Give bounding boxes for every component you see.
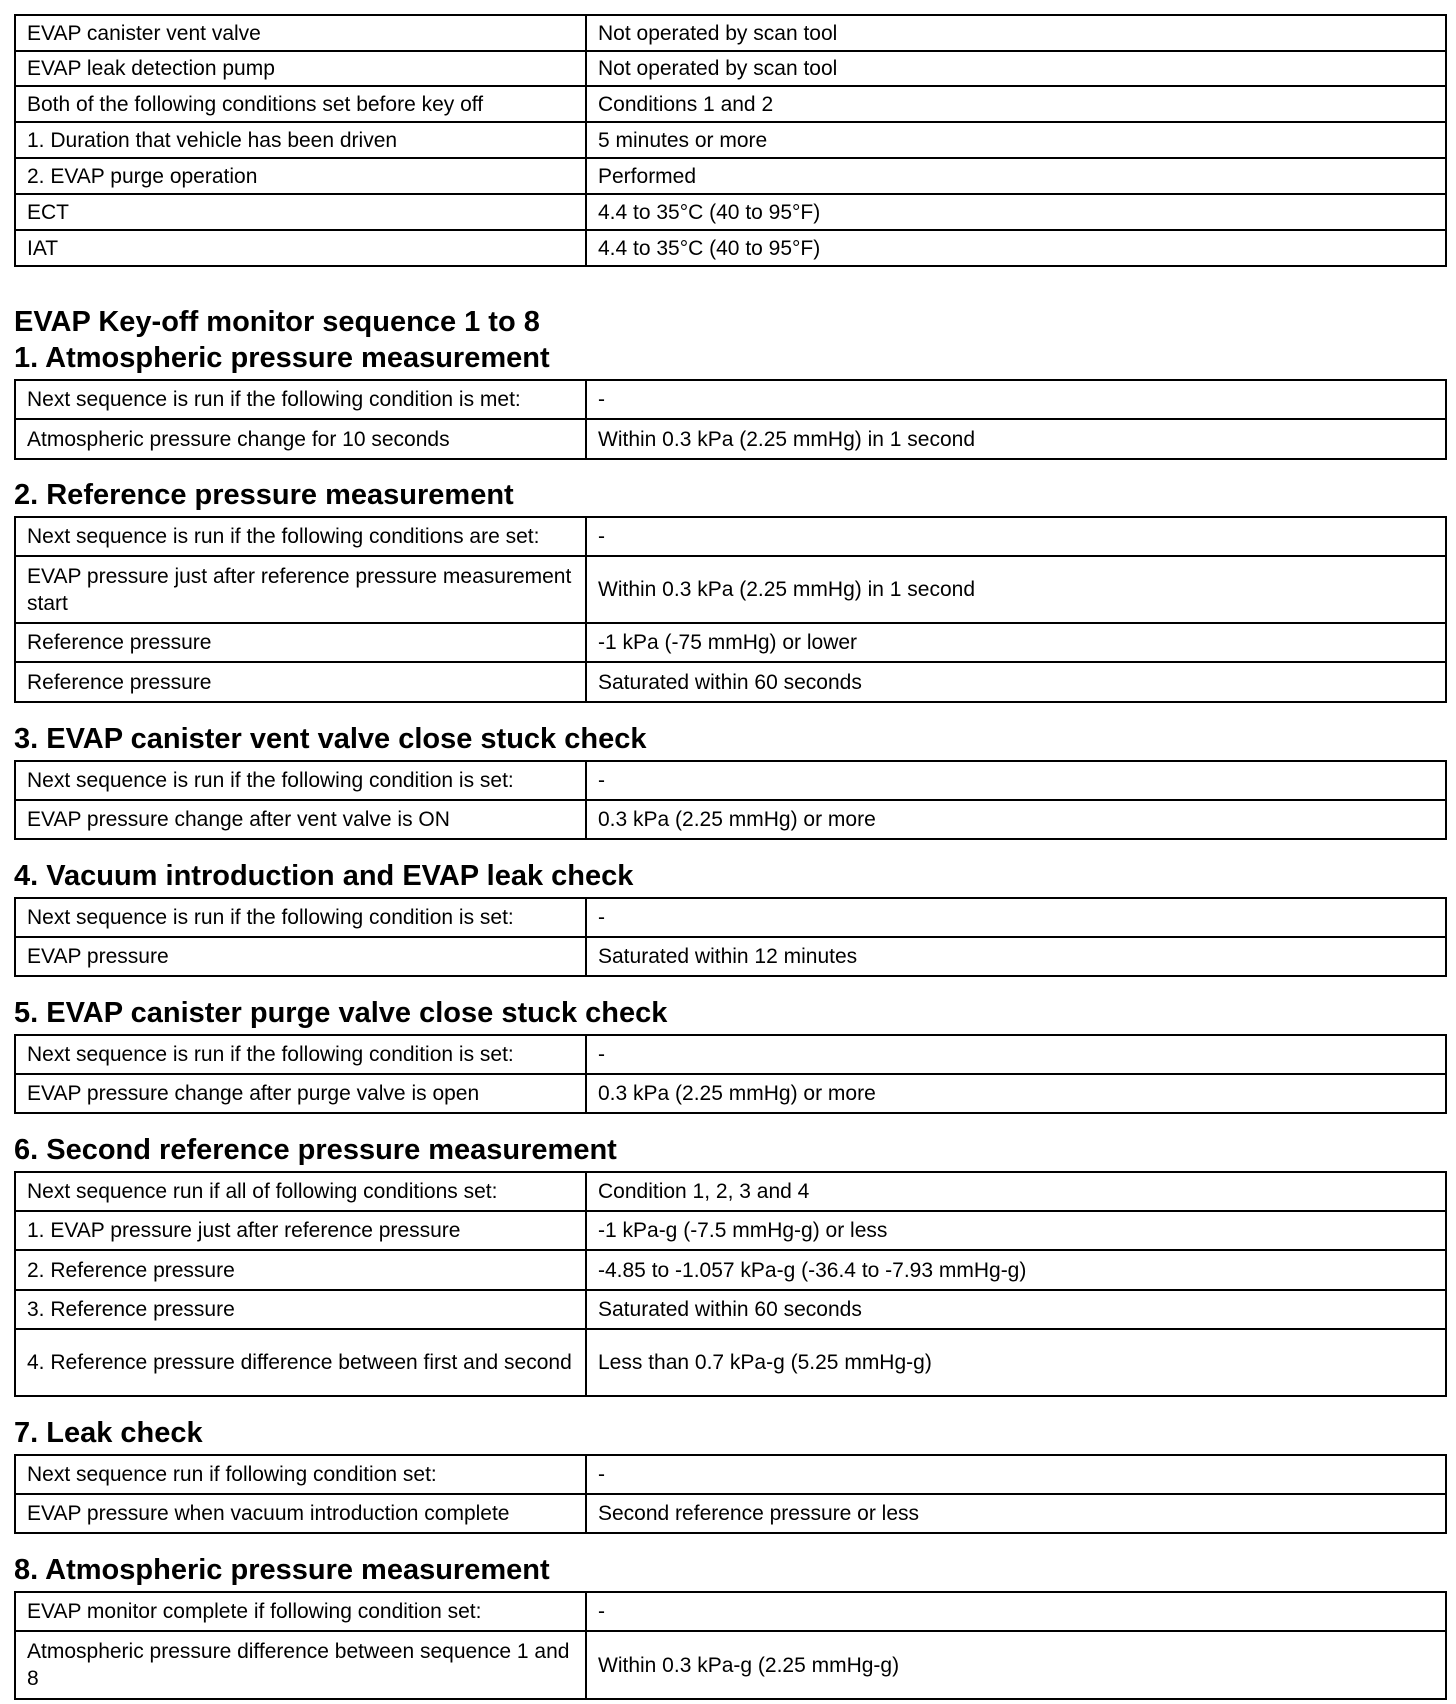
section-1-title: 1. Atmospheric pressure measurement bbox=[14, 342, 550, 374]
row-value: Within 0.3 kPa-g (2.25 mmHg-g) bbox=[586, 1631, 1446, 1699]
row-label: ECT bbox=[15, 194, 586, 230]
row-value: Conditions 1 and 2 bbox=[586, 86, 1446, 122]
table-row bbox=[15, 1329, 1446, 1396]
row-value: 0.3 kPa (2.25 mmHg) or more bbox=[586, 1074, 1446, 1113]
row-value: 4.4 to 35°C (40 to 95°F) bbox=[586, 230, 1446, 266]
row-value: - bbox=[586, 517, 1446, 556]
table-row bbox=[15, 761, 1446, 800]
row-label: 2. EVAP purge operation bbox=[15, 158, 586, 194]
row-value: 4.4 to 35°C (40 to 95°F) bbox=[586, 194, 1446, 230]
table-row bbox=[15, 51, 1446, 86]
row-label: Atmospheric pressure change for 10 seconds bbox=[15, 419, 586, 459]
row-label: Reference pressure bbox=[15, 623, 586, 662]
row-value: Saturated within 60 seconds bbox=[586, 662, 1446, 702]
table-row bbox=[15, 1290, 1446, 1329]
section-6-table bbox=[14, 1171, 1447, 1397]
row-value: -1 kPa-g (-7.5 mmHg-g) or less bbox=[586, 1211, 1446, 1250]
table-row bbox=[15, 517, 1446, 556]
row-value: Within 0.3 kPa (2.25 mmHg) in 1 second bbox=[586, 556, 1446, 623]
table-row bbox=[15, 800, 1446, 839]
row-value: - bbox=[586, 1035, 1446, 1074]
row-label: Both of the following conditions set before key off bbox=[15, 86, 586, 122]
row-label: IAT bbox=[15, 230, 586, 266]
row-label: EVAP pressure change after purge valve is open bbox=[15, 1074, 586, 1113]
table-row bbox=[15, 1172, 1446, 1211]
table-row bbox=[15, 623, 1446, 662]
table-row bbox=[15, 937, 1446, 976]
main-heading: EVAP Key-off monitor sequence 1 to 8 bbox=[14, 306, 540, 338]
row-label: Atmospheric pressure difference between sequence 1 and 8 bbox=[15, 1631, 586, 1699]
row-value: Not operated by scan tool bbox=[586, 51, 1446, 86]
table-row bbox=[15, 898, 1446, 937]
row-label: Next sequence is run if the following condition is set: bbox=[15, 1035, 586, 1074]
row-label: EVAP pressure bbox=[15, 937, 586, 976]
row-value: - bbox=[586, 1455, 1446, 1494]
table-row bbox=[15, 122, 1446, 158]
table-row bbox=[15, 380, 1446, 419]
row-value: - bbox=[586, 761, 1446, 800]
row-label: 2. Reference pressure bbox=[15, 1250, 586, 1290]
section-4-table bbox=[14, 897, 1447, 977]
row-value: - bbox=[586, 898, 1446, 937]
row-value: Condition 1, 2, 3 and 4 bbox=[586, 1172, 1446, 1211]
row-value: -1 kPa (-75 mmHg) or lower bbox=[586, 623, 1446, 662]
table-row bbox=[15, 1250, 1446, 1290]
row-value: - bbox=[586, 380, 1446, 419]
table-row bbox=[15, 1035, 1446, 1074]
table-row bbox=[15, 1074, 1446, 1113]
table-row bbox=[15, 1592, 1446, 1631]
section-3-title: 3. EVAP canister vent valve close stuck check bbox=[14, 723, 647, 755]
table-row bbox=[15, 86, 1446, 122]
table-row bbox=[15, 1455, 1446, 1494]
row-value: Performed bbox=[586, 158, 1446, 194]
row-label: EVAP leak detection pump bbox=[15, 51, 586, 86]
table-row bbox=[15, 1494, 1446, 1533]
row-value: Within 0.3 kPa (2.25 mmHg) in 1 second bbox=[586, 419, 1446, 459]
row-label: 3. Reference pressure bbox=[15, 1290, 586, 1329]
conditions-table bbox=[14, 14, 1447, 267]
table-row bbox=[15, 1631, 1446, 1699]
section-5-table bbox=[14, 1034, 1447, 1114]
row-label: Reference pressure bbox=[15, 662, 586, 702]
row-label: EVAP canister vent valve bbox=[15, 15, 586, 51]
row-value: - bbox=[586, 1592, 1446, 1631]
row-value: 0.3 kPa (2.25 mmHg) or more bbox=[586, 800, 1446, 839]
row-label: 4. Reference pressure difference between first and second bbox=[15, 1329, 586, 1396]
row-value: Less than 0.7 kPa-g (5.25 mmHg-g) bbox=[586, 1329, 1446, 1396]
row-label: Next sequence is run if the following condition is met: bbox=[15, 380, 586, 419]
table-row bbox=[15, 158, 1446, 194]
row-label: 1. EVAP pressure just after reference pressure bbox=[15, 1211, 586, 1250]
section-7-table bbox=[14, 1454, 1447, 1534]
row-value: Saturated within 60 seconds bbox=[586, 1290, 1446, 1329]
row-label: Next sequence is run if the following conditions are set: bbox=[15, 517, 586, 556]
section-4-title: 4. Vacuum introduction and EVAP leak check bbox=[14, 860, 634, 892]
section-7-title: 7. Leak check bbox=[14, 1417, 203, 1449]
table-row bbox=[15, 419, 1446, 459]
row-label: EVAP pressure just after reference pressure measurement start bbox=[15, 556, 586, 623]
row-label: EVAP pressure when vacuum introduction complete bbox=[15, 1494, 586, 1533]
table-row bbox=[15, 194, 1446, 230]
row-label: Next sequence is run if the following condition is set: bbox=[15, 898, 586, 937]
row-value: Second reference pressure or less bbox=[586, 1494, 1446, 1533]
section-8-title: 8. Atmospheric pressure measurement bbox=[14, 1554, 550, 1586]
section-8-table bbox=[14, 1591, 1447, 1700]
row-value: -4.85 to -1.057 kPa-g (-36.4 to -7.93 mmHg-g) bbox=[586, 1250, 1446, 1290]
section-5-title: 5. EVAP canister purge valve close stuck check bbox=[14, 997, 668, 1029]
section-1-table bbox=[14, 379, 1447, 460]
table-row bbox=[15, 1211, 1446, 1250]
row-label: Next sequence run if following condition set: bbox=[15, 1455, 586, 1494]
section-2-table bbox=[14, 516, 1447, 703]
row-label: EVAP pressure change after vent valve is ON bbox=[15, 800, 586, 839]
row-label: Next sequence run if all of following conditions set: bbox=[15, 1172, 586, 1211]
table-row bbox=[15, 15, 1446, 51]
table-row bbox=[15, 230, 1446, 266]
table-row bbox=[15, 556, 1446, 623]
row-value: 5 minutes or more bbox=[586, 122, 1446, 158]
row-value: Not operated by scan tool bbox=[586, 15, 1446, 51]
row-label: Next sequence is run if the following condition is set: bbox=[15, 761, 586, 800]
table-row bbox=[15, 662, 1446, 702]
section-2-title: 2. Reference pressure measurement bbox=[14, 479, 514, 511]
row-value: Saturated within 12 minutes bbox=[586, 937, 1446, 976]
row-label: 1. Duration that vehicle has been driven bbox=[15, 122, 586, 158]
section-6-title: 6. Second reference pressure measurement bbox=[14, 1134, 617, 1166]
row-label: EVAP monitor complete if following condition set: bbox=[15, 1592, 586, 1631]
section-3-table bbox=[14, 760, 1447, 840]
